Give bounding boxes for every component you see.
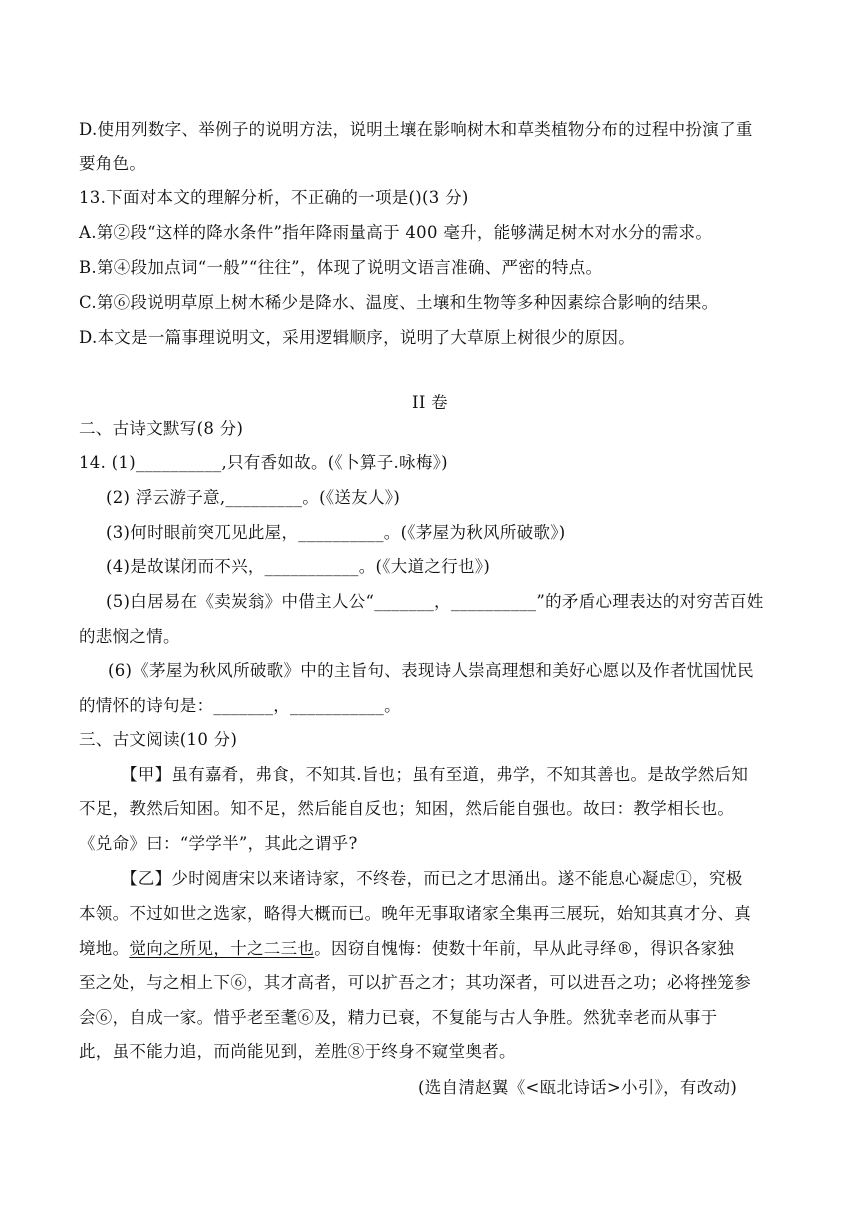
passage-yi-line3: [79, 932, 785, 966]
q13-stem: 13.下面对本文的理解分析，不正确的一项是()(3 分): [79, 188, 469, 207]
q12-option-d-line2: 要角色。: [79, 154, 147, 173]
volume-title: II 卷: [412, 393, 448, 412]
section2-heading: 二、古诗文默写(8 分): [79, 419, 244, 438]
passage-yi-line3-end: 。因窃自愧悔：使数十年前，早从此寻绎®，得识各家独: [314, 939, 735, 958]
q14-item-2: (2) 浮云游子意,_________。(《送友人》): [106, 488, 401, 507]
q13-option-d: D.本文是一篇事理说明文，采用逻辑顺序，说明了大草原上树很少的原因。: [79, 328, 636, 347]
passage-yi-line5: 会⑥，自成一家。惜乎老至耄⑥及，精力已衰，不复能与古人争胜。然犹幸老而从事于: [79, 1008, 718, 1027]
q14-item-5-line2: 的悲悯之情。: [79, 627, 180, 646]
q13-option-a: A.第②段“这样的降水条件”指年降雨量高于 400 毫升，能够满足树木对水分的需求。: [79, 223, 713, 242]
passage-source: (选自清赵翼《<瓯北诗话>小引》，有改动): [418, 1078, 738, 1097]
passage-yi-line6: 此，虽不能力追，而尚能见到，差胜⑧于终身不窥堂奥者。: [79, 1042, 516, 1061]
underlined-sentence: 觉向之所见，十之二三也: [129, 939, 315, 958]
q14-item-4: (4)是故谋闭而不兴，___________。(《大道之行也》): [106, 557, 491, 576]
passage-jia-line2: 不足，教然后知困。知不足，然后能自反也；知困，然后能自强也。故曰：教学相长也。: [79, 799, 735, 818]
passage-yi-line3-start: 境地。: [79, 939, 130, 958]
q12-option-d-line1: D.使用列数字、举例子的说明方法，说明土壤在影响树木和草类植物分布的过程中扮演了重: [79, 120, 753, 139]
passage-jia-line3: 《兑命》曰：“学学半”，其此之谓乎?: [79, 834, 358, 853]
passage-yi-line1: 【乙】少时阅唐宋以来诸诗家，不终卷，而已之才思涌出。遂不能息心凝虑①，究极: [121, 869, 743, 888]
q13-option-b: B.第④段加点词“一般”“往往”，体现了说明文语言准确、严密的特点。: [79, 258, 603, 277]
passage-yi-line2: 本领。不过如世之选家，略得大概而已。晚年无事取诸家全集再三展玩，始知其真才分、真: [79, 904, 751, 923]
section3-heading: 三、古文阅读(10 分): [79, 730, 238, 749]
q14-item-5-line1: (5)白居易在《卖炭翁》中借主人公“_______，__________”的矛盾心理表达的对穷苦百姓: [106, 592, 764, 611]
q14-item-6-line2: 的情怀的诗句是：_______，___________。: [79, 696, 401, 715]
passage-jia-line1: 【甲】虽有嘉肴，弗食，不知其.旨也；虽有至道，弗学，不知其善也。是故学然后知: [121, 765, 749, 784]
q14-item-1: 14. (1)__________,只有香如故。(《卜算子.咏梅》): [79, 453, 448, 472]
q14-item-3: (3)何时眼前突兀见此屋，__________。(《茅屋为秋风所破歌》): [106, 523, 566, 542]
passage-yi-line4: 至之处，与之相上下⑥，其才高者，可以扩吾之才；其功深者，可以进吾之功；必将挫笼参: [79, 973, 751, 992]
q14-item-6-line1: (6)《茅屋为秋风所破歌》中的主旨句、表现诗人崇高理想和美好心愿以及作者忧国忧民: [108, 661, 754, 680]
q13-option-c: C.第⑥段说明草原上树木稀少是降水、温度、土壤和生物等多种因素综合影响的结果。: [79, 293, 719, 312]
